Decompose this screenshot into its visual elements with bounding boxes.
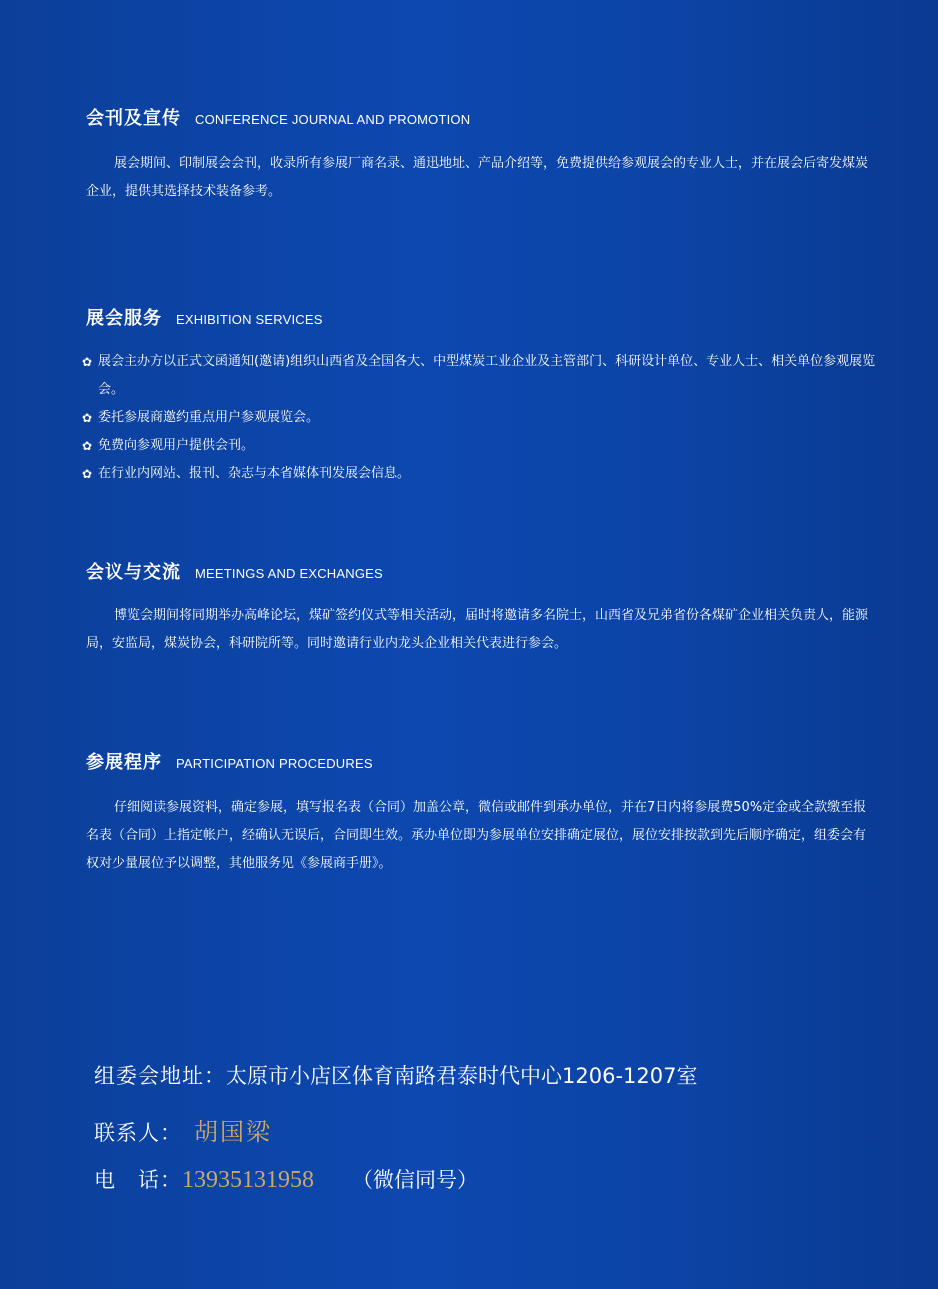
section-paragraph: 博览会期间将同期举办高峰论坛，煤矿签约仪式等相关活动，届时将邀请多名院士，山西省及兄弟省份各煤矿企业相关负责人，能源局，安监局，煤炭协会，科研院所等。同时邀请行业内龙头企业相关代表进行参会。 [86,608,869,651]
contact-person-row [94,1112,697,1164]
contact-person-name: 胡国梁 [194,1118,272,1146]
section-participation-procedures [86,748,876,878]
flower-icon: ✿ [82,439,93,453]
phone-row [94,1164,697,1216]
section-title-cn: 参展程序 [86,752,162,773]
section-heading [86,748,876,774]
flower-icon: ✿ [82,355,93,369]
phone-note: （微信同号） [352,1168,478,1192]
list-item-text: 免费向参观用户提供会刊。 [98,438,255,453]
section-heading [86,104,876,130]
section-title-en: PARTICIPATION PROCEDURES [176,756,373,771]
list-item-text: 展会主办方以正式文函通知(邀请)组织山西省及全国各大、中型煤炭工业企业及主管部门、科研设计单位、专业人士、相关单位参观展览会。 [98,354,876,397]
section-title-en: MEETINGS AND EXCHANGES [195,566,383,581]
flower-icon: ✿ [82,411,93,425]
flower-icon: ✿ [82,467,93,481]
section-title-cn: 会刊及宣传 [86,108,181,129]
address-value: 太原市小店区体育南路君泰时代中心1206-1207室 [226,1064,698,1088]
section-title-en: EXHIBITION SERVICES [176,312,323,327]
phone-number[interactable]: 13935131958 [182,1167,314,1193]
services-list [82,348,876,488]
address-row [94,1060,697,1112]
section-journal-promotion [86,104,876,206]
section-exhibition-services [82,304,876,488]
list-item [82,348,876,404]
address-label: 组委会地址： [94,1064,226,1088]
list-item-text: 委托参展商邀约重点用户参观展览会。 [98,410,320,425]
section-heading [86,558,876,584]
section-paragraph: 仔细阅读参展资料，确定参展，填写报名表（合同）加盖公章，微信或邮件到承办单位，并在7日内将参展费50%定金或全款缴至报名表（合同）上指定帐户，经确认无误后，合同即生效。承办单位即为参展单位安排确定展位，展位安排按款到先后顺序确定，组委会有权对少量展位予以调整，其他服务见《参展商手册》。 [86,800,867,871]
list-item [82,404,876,432]
section-title-cn: 会议与交流 [86,562,181,583]
contact-person-label: 联系人： [94,1121,182,1145]
list-item [82,460,876,488]
section-title-cn: 展会服务 [86,308,162,329]
section-meetings-exchanges [86,558,876,658]
contact-info [94,1060,697,1216]
list-item [82,432,876,460]
section-title-en: CONFERENCE JOURNAL AND PROMOTION [195,112,471,127]
phone-label: 电 话： [94,1168,182,1192]
section-paragraph: 展会期间、印制展会会刊，收录所有参展厂商名录、通迅地址、产品介绍等，免费提供给参观展会的专业人士，并在展会后寄发煤炭企业，提供其选择技术装备参考。 [86,156,869,199]
list-item-text: 在行业内网站、报刊、杂志与本省媒体刊发展会信息。 [98,466,411,481]
section-heading [86,304,876,330]
